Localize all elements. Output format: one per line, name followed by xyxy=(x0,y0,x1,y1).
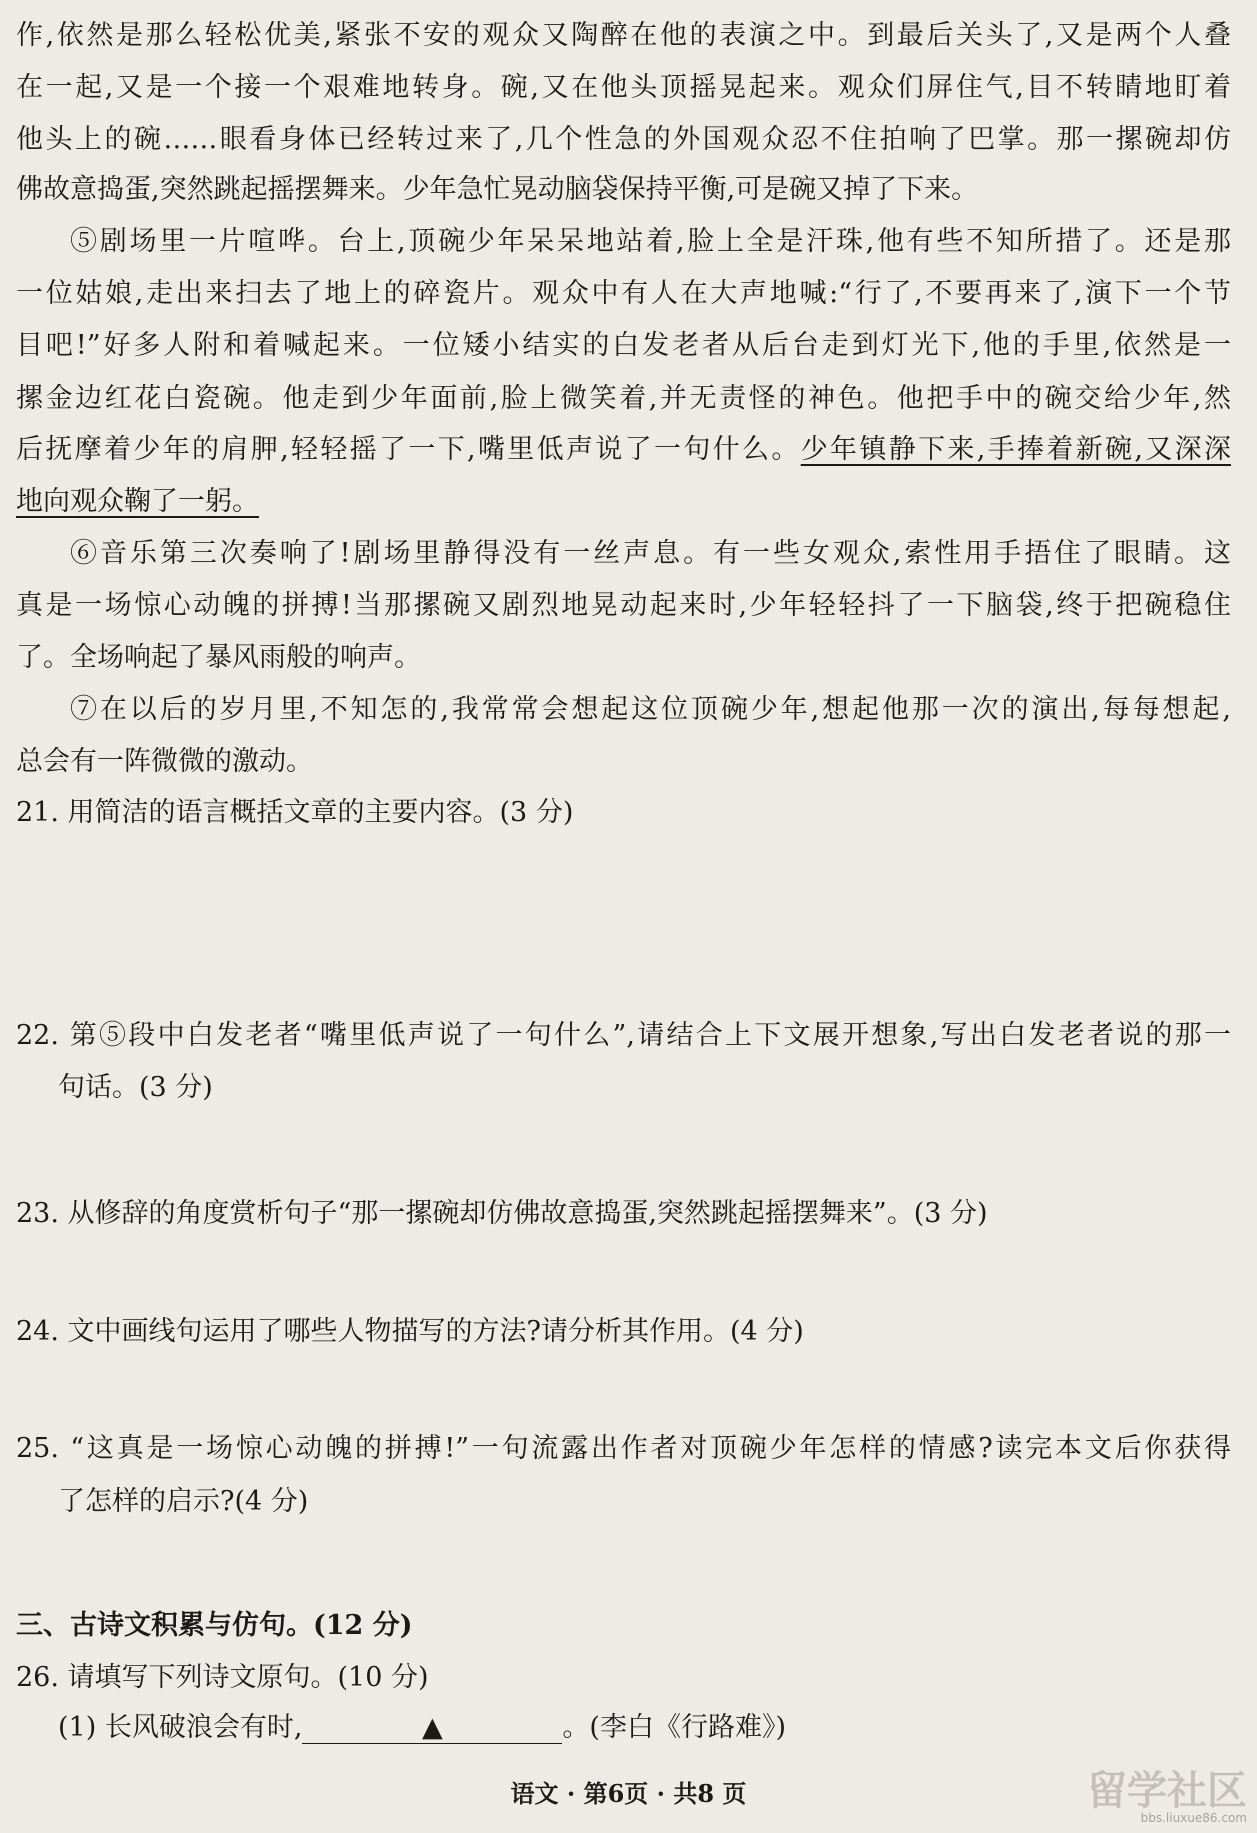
paragraph-line: ⑤剧场里一片喧哗。台上,顶碗少年呆呆地站着,脸上全是汗珠,他有些不知所措了。还是那 xyxy=(70,226,1231,257)
paragraph-line: 总会有一阵微微的激动。 xyxy=(16,746,313,777)
paragraph-line: 摞金边红花白瓷碗。他走到少年面前,脸上微笑着,并无责怪的神色。他把手中的碗交给少年,然 xyxy=(16,383,1231,414)
question-22-continued: 句话。(3 分) xyxy=(58,1072,213,1103)
paragraph-line: 作,依然是那么轻松优美,紧张不安的观众又陶醉在他的表演之中。到最后关头了,又是两个人叠 xyxy=(16,20,1231,51)
question-25-continued: 了怎样的启示?(4 分) xyxy=(58,1486,309,1517)
paragraph-line xyxy=(16,486,1231,520)
question-26: 26. 请填写下列诗文原句。(10 分) xyxy=(16,1662,429,1693)
paragraph-line: 真是一场惊心动魄的拼搏!当那摞碗又剧烈地晃动起来时,少年轻轻抖了一下脑袋,终于把碗稳住 xyxy=(16,590,1231,621)
triangle-mark-icon: ▲ xyxy=(422,1712,443,1743)
section-title: 三、古诗文积累与仿句。(12 分) xyxy=(16,1610,413,1641)
paragraph-text: 后抚摩着少年的肩胛,轻轻摇了一下,嘴里低声说了一句什么。 xyxy=(16,434,801,465)
question-22: 22. 第⑤段中白发老者“嘴里低声说了一句什么”,请结合上下文展开想象,写出白发老者说的那一 xyxy=(16,1020,1231,1051)
paragraph-line: 他头上的碗……眼看身体已经转过来了,几个性急的外国观众忍不住拍响了巴掌。那一摞碗却仿 xyxy=(16,124,1231,155)
underlined-sentence: 地向观众鞠了一躬。 xyxy=(16,486,259,517)
paragraph-line: ⑦在以后的岁月里,不知怎的,我常常会想起这位顶碗少年,想起他那一次的演出,每每想起, xyxy=(70,694,1231,725)
question-23: 23. 从修辞的角度赏析句子“那一摞碗却仿佛故意捣蛋,突然跳起摇摆舞来”。(3 分) xyxy=(16,1198,988,1229)
paragraph-line: 目吧!”好多人附和着喊起来。一位矮小结实的白发老者从后台走到灯光下,他的手里,依然是一 xyxy=(16,330,1231,361)
paragraph-line: 在一起,又是一个接一个艰难地转身。碗,又在他头顶摇晃起来。观众们屏住气,目不转睛地盯着 xyxy=(16,72,1231,103)
answer-blank xyxy=(302,1713,562,1744)
paragraph-line: 佛故意捣蛋,突然跳起摇摆舞来。少年急忙晃动脑袋保持平衡,可是碗又掉了下来。 xyxy=(16,174,979,205)
question-25: 25. “这真是一场惊心动魄的拼搏!”一句流露出作者对顶碗少年怎样的情感?读完本文后你获得 xyxy=(16,1433,1231,1464)
page-footer: 语文 · 第6页 · 共8 页 xyxy=(510,1779,747,1808)
paragraph-line xyxy=(16,434,1231,468)
site-watermark xyxy=(1087,1768,1247,1825)
poem-prefix: (1) 长风破浪会有时, xyxy=(58,1712,303,1743)
watermark-logo: 留学社区 xyxy=(1087,1768,1247,1814)
question-26-1 xyxy=(58,1712,1231,1746)
paragraph-line: ⑥音乐第三次奏响了!剧场里静得没有一丝声息。有一些女观众,索性用手捂住了眼睛。这 xyxy=(70,538,1231,569)
watermark-url: bbs.liuxue86.com xyxy=(1140,1811,1247,1825)
paragraph-line: 一位姑娘,走出来扫去了地上的碎瓷片。观众中有人在大声地喊:“行了,不要再来了,演下一个节 xyxy=(16,278,1231,309)
poem-suffix: 。(李白《行路难》) xyxy=(562,1712,786,1743)
paragraph-line: 了。全场响起了暴风雨般的响声。 xyxy=(16,642,421,673)
question-24: 24. 文中画线句运用了哪些人物描写的方法?请分析其作用。(4 分) xyxy=(16,1316,804,1347)
underlined-sentence: 少年镇静下来,手捧着新碗,又深深 xyxy=(800,434,1231,465)
question-21: 21. 用简洁的语言概括文章的主要内容。(3 分) xyxy=(16,797,574,828)
